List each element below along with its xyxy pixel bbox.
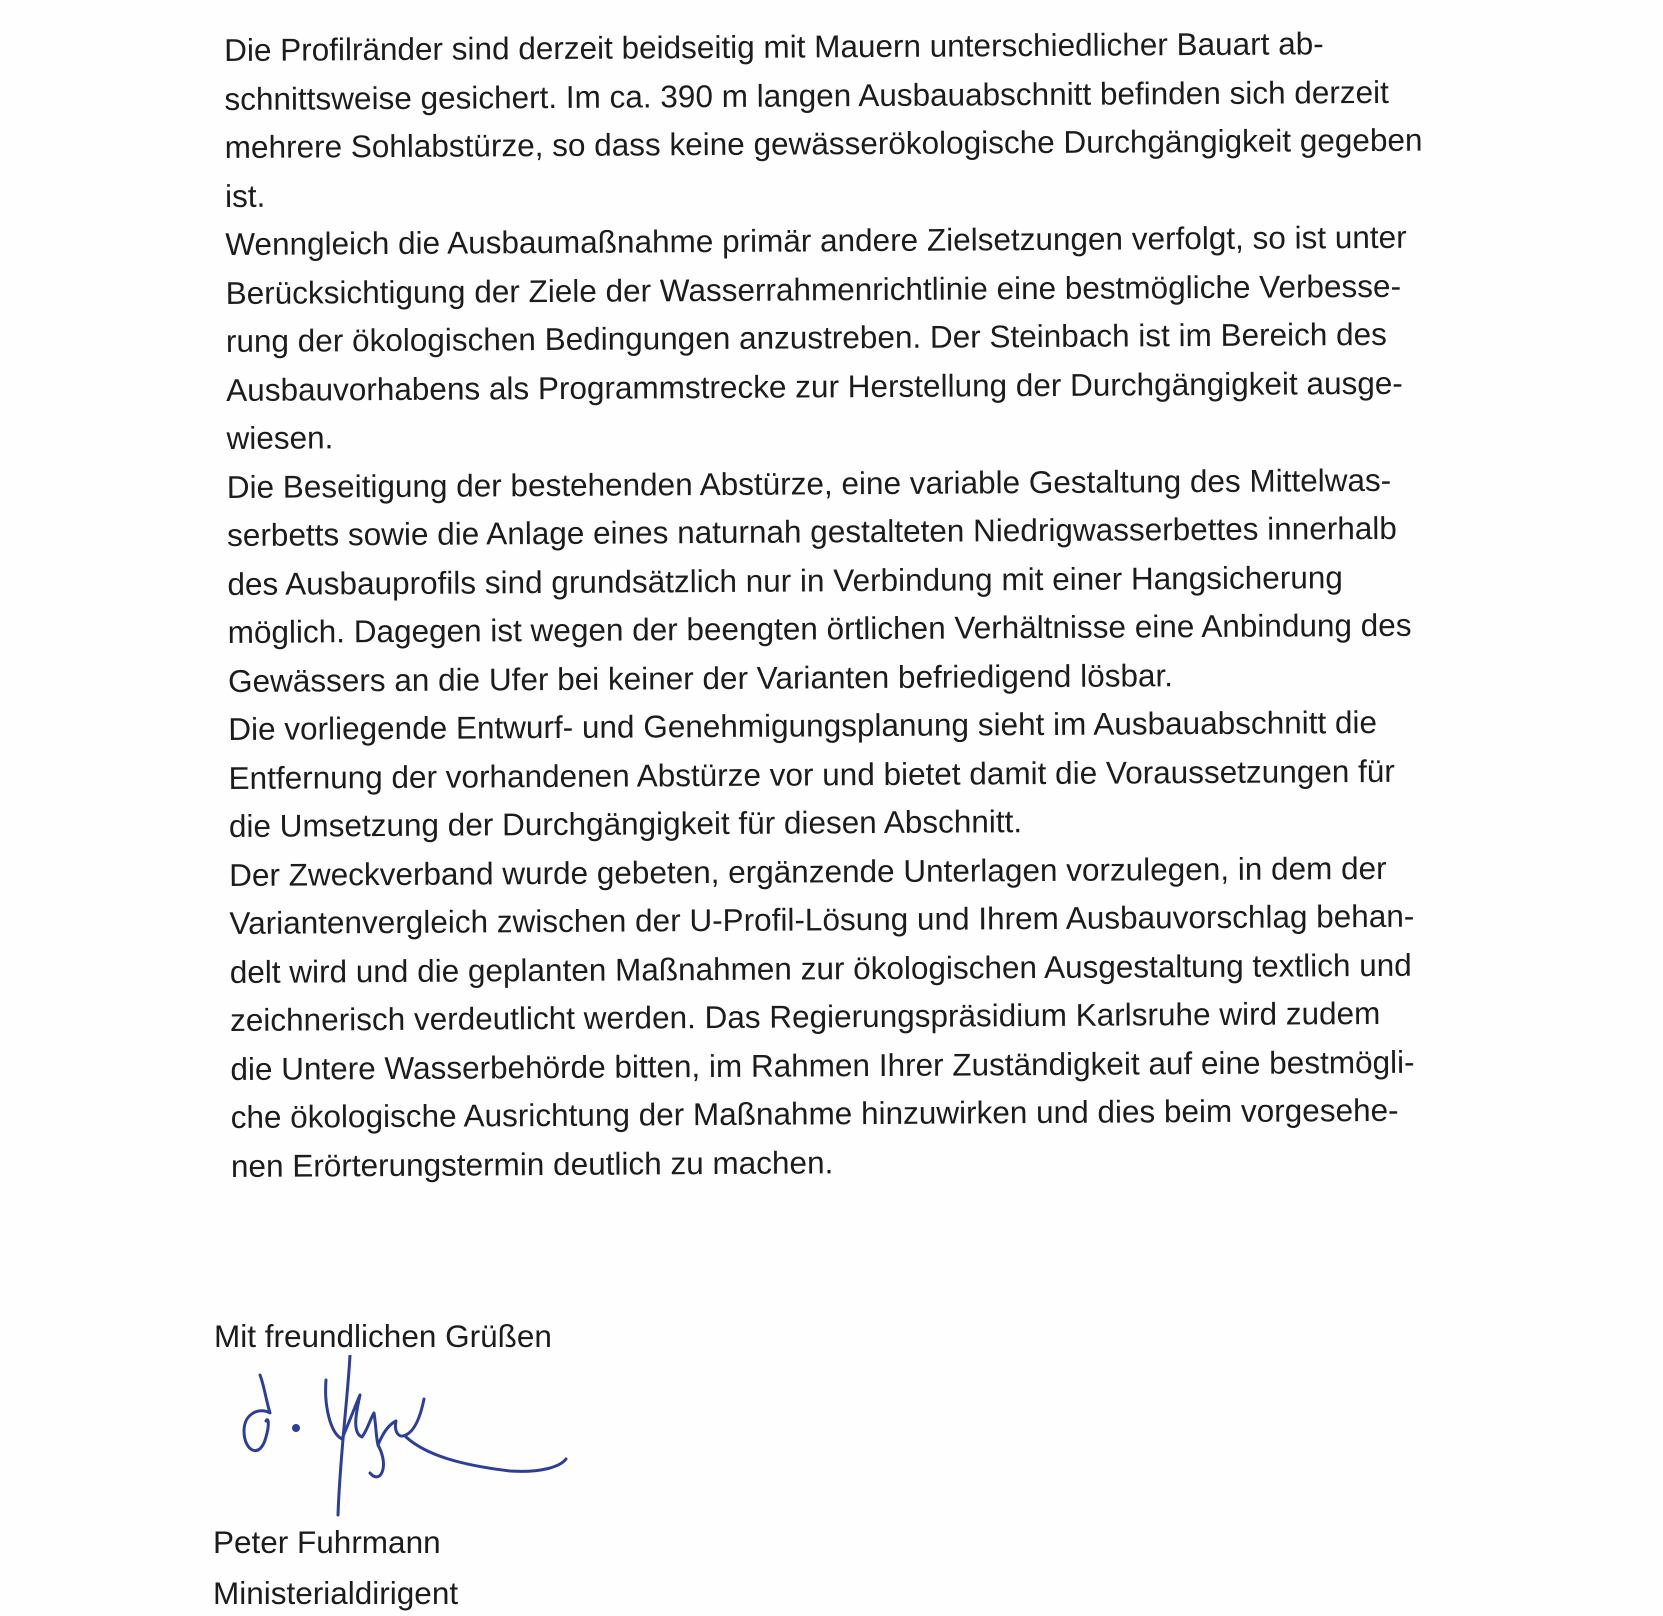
body-line: die Untere Wasserbehörde bitten, im Rahmen Ihrer Zuständigkeit auf eine bestmögli-	[230, 1043, 1415, 1087]
signer-name: Peter Fuhrmann	[213, 1524, 441, 1560]
body-line: wiesen.	[226, 419, 334, 456]
body-line: serbetts sowie die Anlage eines naturnah gestalteten Niedrigwasserbettes innerhalb	[226, 509, 1397, 553]
body-line: nen Erörterungstermin deutlich zu machen.	[230, 1143, 834, 1184]
body-line: Gewässers an die Ufer bei keiner der Varianten befriedigend lösbar.	[227, 656, 1174, 699]
signature-dot	[294, 1426, 299, 1431]
body-line: möglich. Dagegen ist wegen der beengten örtlichen Verhältnisse eine Anbindung des	[227, 606, 1412, 650]
body-line: mehrere Sohlabstürze, so dass keine gewässerökologische Durchgängigkeit gegeben	[224, 121, 1423, 165]
body-line: Variantenvergleich zwischen der U-Profil-Lösung und Ihrem Ausbauvorschlag behan-	[229, 897, 1415, 941]
closing-salutation: Mit freundlichen Grüßen	[214, 1318, 552, 1354]
signature-stroke	[406, 1437, 566, 1471]
signer-title: Ministerialdirigent	[213, 1575, 459, 1611]
body-line: delt wird und die geplanten Maßnahmen zur ökologischen Ausgestaltung textlich und	[229, 946, 1412, 990]
body-line: des Ausbauprofils sind grundsätzlich nur in Verbindung mit einer Hangsicherung	[227, 558, 1343, 602]
body-line: Berücksichtigung der Ziele der Wasserrahmenrichtlinie eine bestmögliche Verbesse-	[225, 267, 1402, 311]
body-line: Die Profilränder sind derzeit beidseitig mit Mauern unterschiedlicher Bauart ab-	[224, 25, 1324, 68]
signature-stroke	[244, 1375, 270, 1451]
body-line: Entfernung der vorhandenen Abstürze vor und bietet damit die Voraussetzungen für	[228, 752, 1395, 796]
signature-stroke	[370, 1445, 383, 1477]
body-line: rung der ökologischen Bedingungen anzustreben. Der Steinbach ist im Bereich des	[225, 315, 1387, 359]
body-line: Die Beseitigung der bestehenden Abstürze, eine variable Gestaltung des Mittelwas-	[226, 461, 1392, 505]
body-line: Wenngleich die Ausbaumaßnahme primär andere Zielsetzungen verfolgt, so ist unter	[225, 218, 1407, 262]
body-line: ist.	[224, 177, 266, 214]
signature-stroke	[326, 1380, 424, 1445]
letter-body	[224, 18, 1531, 1190]
body-line: Der Zweckverband wurde gebeten, ergänzende Unterlagen vorzulegen, in dem der	[229, 849, 1387, 893]
body-line: che ökologische Ausrichtung der Maßnahme hinzuwirken und dies beim vorgesehe-	[230, 1091, 1399, 1135]
handwritten-signature	[230, 1355, 590, 1525]
body-line: Ausbauvorhabens als Programmstrecke zur Herstellung der Durchgängigkeit ausge-	[226, 364, 1403, 408]
body-line: Die vorliegende Entwurf- und Genehmigungsplanung sieht im Ausbauabschnitt die	[228, 703, 1378, 747]
body-line: die Umsetzung der Durchgängigkeit für diesen Abschnitt.	[228, 803, 1023, 844]
body-line: zeichnerisch verdeutlicht werden. Das Regierungspräsidium Karlsruhe wird zudem	[229, 994, 1381, 1038]
body-line: schnittsweise gesichert. Im ca. 390 m langen Ausbauabschnitt befinden sich derzeit	[224, 73, 1389, 117]
